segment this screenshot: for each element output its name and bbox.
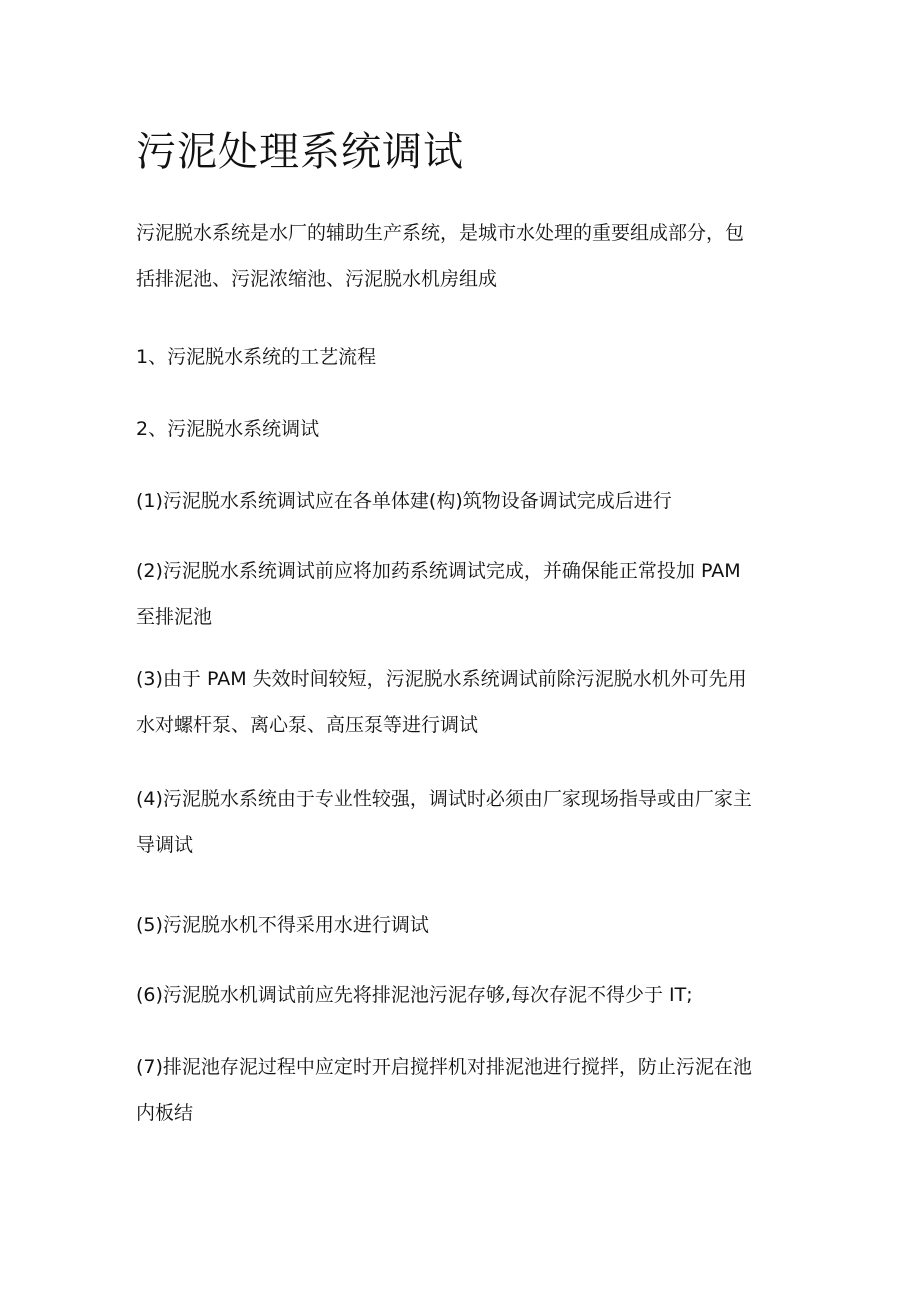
item-7-line-1: (7)排泥池存泥过程中应定时开启搅拌机对排泥池进行搅拌，防止污泥在池 bbox=[136, 1056, 752, 1078]
list-item bbox=[136, 972, 788, 1018]
list-item bbox=[136, 656, 788, 748]
item-2-line-1: (2)污泥脱水系统调试前应将加药系统调试完成，并确保能正常投加 PAM bbox=[136, 560, 741, 582]
item-3-line-1: (3)由于 PAM 失效时间较短，污泥脱水系统调试前除污泥脱水机外可先用 bbox=[136, 668, 747, 690]
list-item bbox=[136, 478, 788, 524]
section-heading-process bbox=[136, 334, 788, 380]
section-heading-commissioning bbox=[136, 406, 788, 452]
item-2-line-2: 至排泥池 bbox=[136, 606, 213, 628]
item-3-line-2: 水对螺杆泵、离心泵、高压泵等进行调试 bbox=[136, 714, 479, 736]
item-6-line-1: (6)污泥脱水机调试前应先将排泥池污泥存够,每次存泥不得少于 IT; bbox=[136, 984, 693, 1006]
list-item bbox=[136, 548, 788, 640]
intro-line-2: 括排泥池、污泥浓缩池、污泥脱水机房组成 bbox=[136, 268, 498, 290]
item-5-line-1: (5)污泥脱水机不得采用水进行调试 bbox=[136, 914, 429, 936]
section-2-line-1: 2、污泥脱水系统调试 bbox=[136, 418, 320, 440]
intro-paragraph bbox=[136, 210, 788, 302]
item-4-line-2: 导调试 bbox=[136, 834, 194, 856]
list-item bbox=[136, 902, 788, 948]
document-title: 污泥处理系统调试 bbox=[136, 129, 464, 175]
item-7-line-2: 内板结 bbox=[136, 1102, 194, 1124]
item-4-line-1: (4)污泥脱水系统由于专业性较强，调试时必须由厂家现场指导或由厂家主 bbox=[136, 788, 752, 810]
list-item bbox=[136, 776, 788, 868]
section-1-line-1: 1、污泥脱水系统的工艺流程 bbox=[136, 346, 377, 368]
list-item bbox=[136, 1044, 788, 1136]
intro-line-1: 污泥脱水系统是水厂的辅助生产系统，是城市水处理的重要组成部分，包 bbox=[136, 222, 745, 244]
item-1-line-1: (1)污泥脱水系统调试应在各单体建(构)筑物设备调试完成后进行 bbox=[136, 490, 672, 512]
